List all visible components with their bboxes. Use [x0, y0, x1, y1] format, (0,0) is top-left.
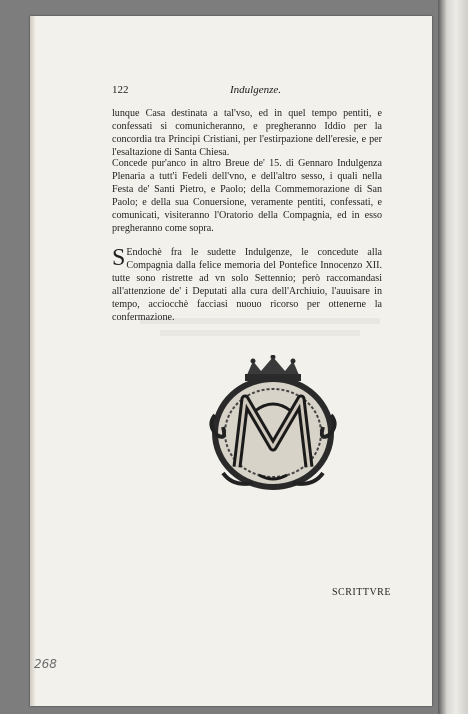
drop-cap: S: [112, 245, 126, 271]
handwritten-folio-number: 268: [34, 657, 57, 671]
page-number: 122: [112, 84, 129, 96]
bleed-through-line: [160, 330, 360, 336]
page-spine-shadow: [30, 16, 36, 706]
running-title: Indulgenze.: [230, 84, 282, 96]
paragraph-1: lunque Casa destinata a tal'vso, ed in quel tempo pentiti, e confessati si comunicheranno, e pregheranno Iddio per la concordia tra Principi Cristiani, per l'estirpazione dell'eresie, e per l'esaltazione di Santa Chiesa.: [112, 108, 382, 159]
paragraph-3: [112, 246, 382, 325]
bleed-through-line: [140, 318, 380, 324]
paragraph-2: Concede pur'anco in altro Breue de' 15. di Gennaro Indulgenza Plenaria a tutt'i Fedeli dell'vno, e dell'altro sesso, i quali nella Festa de' Santi Pietro, e Paolo; della Commemorazione di San Paolo; e della sua Conuersione, veramente pentiti, confessati, e comunicati, visiteranno l'Oratorio della Compagnia, ed in esso pregheranno come sopra.: [112, 158, 382, 235]
adjacent-page-edge: [438, 0, 468, 714]
catchword: SCRITTVRE: [332, 587, 391, 598]
crowned-monogram-emblem-icon: [203, 355, 343, 495]
paragraph-3-text: Endochè fra le sudette Indulgenze, le concedute alla Compagnia dalla felice memoria del Pontefice Innocenzo XII. tutte sono ristrette ad vn solo Settennio; però raccomandasi all'attenzione de' i Deputati alla cura dell'Archiuio, l'auuisare in tempo, acciocchè facciasi nuouo ricorso per ottenerne la confermazione.: [112, 247, 382, 324]
